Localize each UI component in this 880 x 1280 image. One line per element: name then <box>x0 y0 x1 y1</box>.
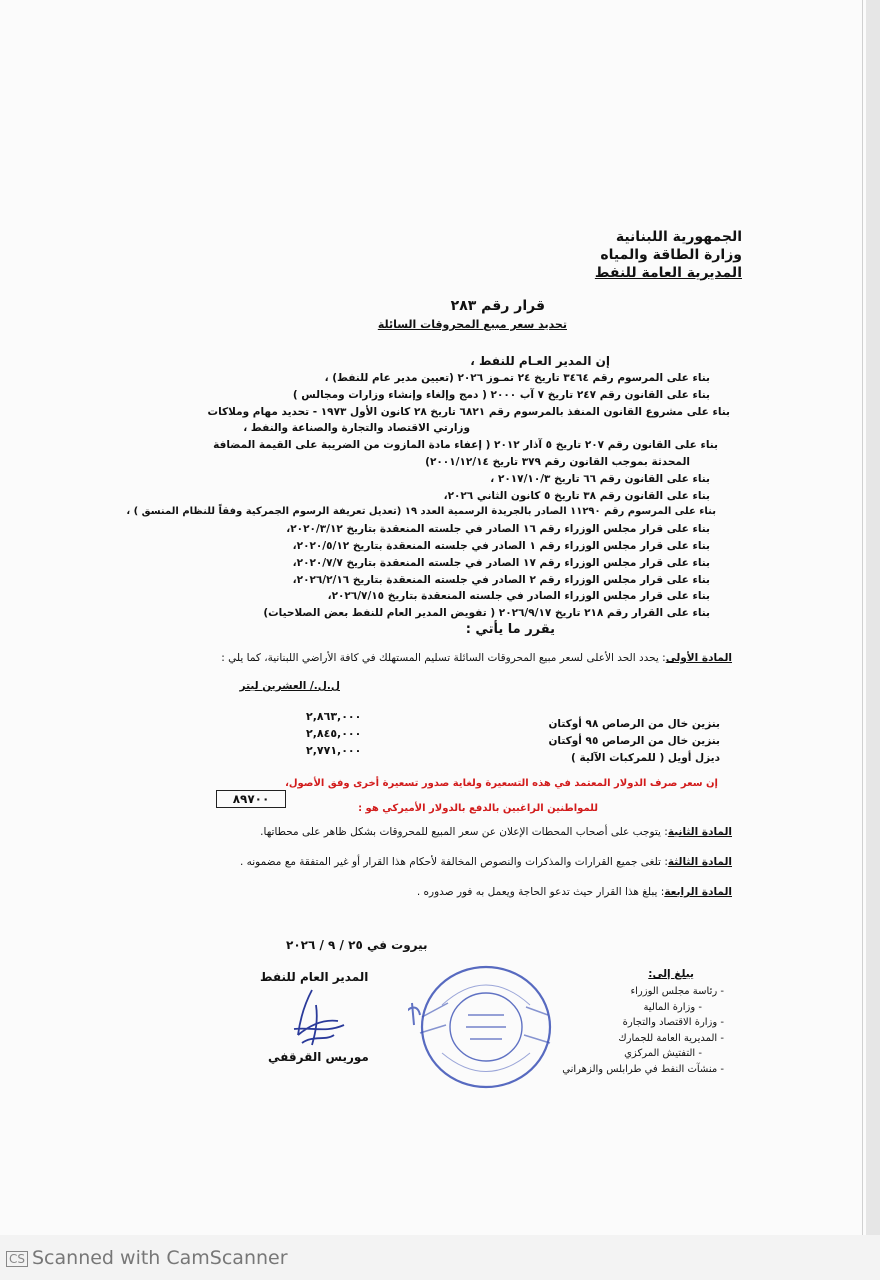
preamble-line: بناء على المرسوم رقم ١١٢٩٠ الصادر بالجريدة الرسمية العدد ١٩ (تعديل تعريفة الرسوم الجمركية وفقاً للنظام المنسق ) ، <box>126 506 716 518</box>
preamble-line: بناء على المرسوم رقم ٣٤٦٤ تاريخ ٢٤ تمـوز ٢٠٢٦ (تعيين مدير عام للنفط) ، <box>324 372 710 384</box>
recipient-item: - المديرية العامة للجمارك <box>618 1032 724 1044</box>
article-3-label: المادة الثالثة <box>667 856 732 868</box>
preamble-intro: إن المدير العـام للنفط ، <box>470 354 610 368</box>
article-3 <box>240 856 732 868</box>
article-1-label: المادة الأولى <box>665 652 732 664</box>
price-unit: ل.ل./ العشرين ليتر <box>239 680 340 692</box>
fuel-prices <box>306 708 361 759</box>
page-edge-line <box>862 0 863 1235</box>
preamble-line: بناء على القانون رقم ٣٨ تاريخ ٥ كانون الثاني ٢٠٢٦، <box>443 489 710 502</box>
resolves-heading: يقرر ما يأتي : <box>465 622 555 637</box>
fuel-name: بنزين خال من الرصاص ٩٥ أوكتان <box>548 735 720 747</box>
preamble-line: بناء على قرار مجلس الوزراء رقم ١٧ الصادر في جلسته المنعقدة بتاريخ ٢٠٢٠/٧/٧، <box>292 556 710 569</box>
article-4 <box>417 886 732 898</box>
fuel-price: ٢,٧٧١,٠٠٠ <box>306 744 362 757</box>
preamble-line: بناء على القانون رقم ٦٦ تاريخ ٢٠١٧/١٠/٣ ، <box>490 472 710 485</box>
recipients-list <box>562 984 724 1077</box>
recipient-item: - منشآت النفط في طرابلس والزهراني <box>562 1063 724 1075</box>
preamble-line: بناء على قرار مجلس الوزراء رقم ١٦ الصادر في جلسته المنعقدة بتاريخ ٢٠٢٠/٣/١٢، <box>286 523 710 536</box>
article-4-label: المادة الرابعة <box>664 886 732 898</box>
decision-subject: تحديد سعر مبيع المحروقات السائلة <box>377 318 567 331</box>
signature-scribble <box>282 985 352 1055</box>
recipient-item: - التفتيش المركزي <box>624 1048 702 1059</box>
official-stamp <box>408 955 558 1095</box>
preamble-line: بناء على القانون رقم ٢٠٧ تاريخ ٥ آذار ٢٠١٢ ( إعفاء مادة المازوت من الضريبة على القيمة المضافة <box>213 439 718 452</box>
preamble-line: المحدثة بموجب القانون رقم ٣٧٩ تاريخ ٢٠٠١/١٢/١٤) <box>425 455 690 468</box>
fuel-name: بنزين خال من الرصاص ٩٨ أوكتان <box>548 718 720 730</box>
article-1 <box>221 652 732 664</box>
preamble-list <box>126 370 730 622</box>
scanner-footer-text: Scanned with CamScanner <box>32 1247 288 1269</box>
preamble-line: بناء على القرار رقم ٢١٨ تاريخ ٢٠٢٦/٩/١٧ ( تفويض المدير العام للنفط بعض الصلاحيات) <box>263 607 710 620</box>
signatory-title: المدير العام للنفط <box>260 970 369 984</box>
article-2-label: المادة الثانية <box>667 826 732 838</box>
recipients-title: يبلغ إلى: <box>648 968 694 980</box>
recipient-item: - رئاسة مجلس الوزراء <box>630 986 724 997</box>
scanner-footer <box>6 1247 288 1269</box>
camscanner-icon: CS <box>6 1251 28 1267</box>
fuel-name: ديزل أويل ( للمركبات الآلية ) <box>571 752 720 764</box>
republic-name: الجمهورية اللبنانية <box>615 229 742 245</box>
preamble-line: بناء على قرار مجلس الوزراء رقم ٢ الصادر في جلسته المنعقدة بتاريخ ٢٠٢٦/٢/١٦، <box>292 573 710 586</box>
preamble-line: بناء على قرار مجلس الوزراء الصادر في جلسته المنعقدة بتاريخ ٢٠٢٦/٧/١٥، <box>327 590 710 603</box>
article-1-text: : يحدد الحد الأعلى لسعر مبيع المحروقات السائلة تسليم المستهلك في كافة الأراضي اللبنانية، كما يلي : <box>221 652 666 664</box>
page-edge <box>866 0 880 1235</box>
dollar-rate-box: ٨٩٧٠٠ <box>216 790 286 808</box>
letterhead <box>595 228 742 282</box>
article-3-text: : تلغى جميع القرارات والمذكرات والنصوص المخالفة لأحكام هذا القرار أو غير المتفقة مع مضمونه . <box>239 856 668 868</box>
preamble-line: بناء على القانون رقم ٢٤٧ تاريخ ٧ آب ٢٠٠٠ ( دمج وإلغاء وإنشاء وزارات ومجالس ) <box>292 388 710 401</box>
fuel-price: ٢,٨٤٥,٠٠٠ <box>306 727 362 740</box>
ministry-name: وزارة الطاقة والمياه <box>600 247 742 263</box>
preamble-line: بناء على مشروع القانون المنفذ بالمرسوم رقم ٦٨٢١ تاريخ ٢٨ كانون الأول ١٩٧٣ - تحديد مهام وملاكات <box>207 405 730 418</box>
signatory-name: موريس القرقفي <box>268 1050 369 1064</box>
article-2-text: : يتوجب على أصحاب المحطات الإعلان عن سعر المبيع للمحروقات بشكل ظاهر على محطاتها. <box>260 826 668 838</box>
recipient-item: - وزارة الاقتصاد والتجارة <box>622 1017 724 1028</box>
article-2 <box>260 826 732 838</box>
fuel-names <box>548 716 720 767</box>
preamble-line: بناء على قرار مجلس الوزراء رقم ١ الصادر في جلسته المنعقدة بتاريخ ٢٠٢٠/٥/١٢، <box>292 539 710 552</box>
fuel-price: ٢,٨٦٣,٠٠٠ <box>306 710 362 723</box>
directorate-name: المديرية العامة للنفط <box>594 265 742 281</box>
article-4-text: : يبلغ هذا القرار حيث تدعو الحاجة ويعمل به فور صدوره . <box>416 886 665 898</box>
dollar-note-line-2: للمواطنين الراغبين بالدفع بالدولار الأميركي هو : <box>358 803 598 814</box>
dollar-note-line-1: إن سعر صرف الدولار المعتمد في هذه التسعيرة ولغاية صدور تسعيرة أخرى وفق الأصول، <box>285 778 718 789</box>
recipient-item: - وزارة المالية <box>643 1001 702 1013</box>
decision-number: قرار رقم ٢٨٣ <box>450 298 545 314</box>
preamble-line: وزارتي الاقتصاد والتجارة والصناعة والنفط ، <box>243 422 470 435</box>
place-date: بيروت في ٢٥ / ٩ / ٢٠٢٦ <box>286 938 428 952</box>
